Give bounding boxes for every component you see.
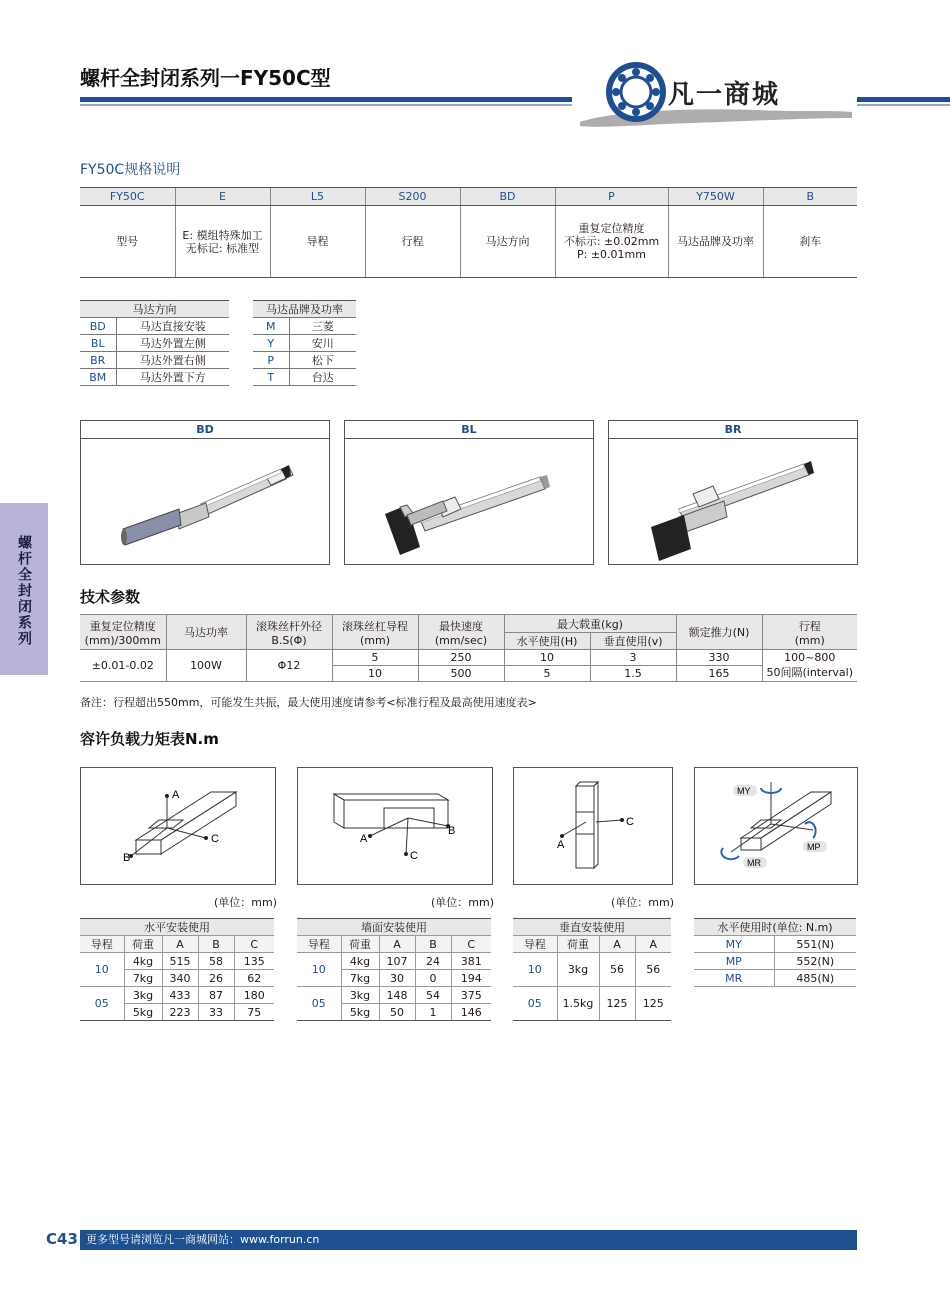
- panel-br: [608, 420, 858, 565]
- motor-brand-name: 三菱: [289, 318, 356, 335]
- spec-code: E: [175, 188, 270, 206]
- tech-speed: 250: [418, 650, 504, 666]
- spec-desc-row: [80, 206, 857, 278]
- tech-header-speed: 最快速度 (mm/sec): [418, 615, 504, 650]
- load-cell: 4kg: [124, 953, 162, 970]
- motor-dir-code: BM: [80, 369, 116, 386]
- spec-code-row: [80, 188, 857, 206]
- tech-speed: 500: [418, 666, 504, 682]
- motor-brand-title: 马达品牌及功率: [253, 301, 356, 318]
- page-number: C43: [46, 1230, 78, 1248]
- moment-value: 551(N): [774, 936, 856, 953]
- label-a: A: [557, 839, 565, 851]
- lead-cell: 05: [513, 987, 557, 1021]
- tech-heading: 技术参数: [80, 588, 141, 606]
- load-cell: 5kg: [124, 1004, 162, 1021]
- tech-header-lead: 滚珠丝杠导程 (mm): [332, 615, 418, 650]
- col-header: 荷重: [557, 936, 599, 953]
- moment-name: MP: [694, 953, 774, 970]
- tech-lead: 10: [332, 666, 418, 682]
- spec-code: Y750W: [668, 188, 763, 206]
- brand-logo: [576, 60, 856, 130]
- label-b: B: [123, 852, 131, 864]
- load-cell: 3kg: [124, 987, 162, 1004]
- diagram-moments: [694, 767, 858, 885]
- value-cell: 125: [635, 987, 671, 1021]
- tech-precision: ±0.01-0.02: [80, 650, 166, 682]
- page-title: 螺杆全封闭系列一FY50C型: [80, 66, 331, 90]
- horizontal-use-table: [694, 918, 856, 987]
- label-c: C: [626, 816, 634, 828]
- value-cell: 433: [162, 987, 198, 1004]
- actuator-bl-illustration: [345, 439, 593, 564]
- header-rule-left-thin: [80, 104, 572, 106]
- lead-cell: 05: [297, 987, 341, 1021]
- motor-dir-code: BD: [80, 318, 116, 335]
- lead-cell: 10: [80, 953, 124, 987]
- tech-header-load-h: 水平使用(H): [504, 633, 590, 650]
- load-cell: 5kg: [341, 1004, 379, 1021]
- tech-header-precision: 重复定位精度 (mm)/300mm: [80, 615, 166, 650]
- label-a: A: [360, 833, 368, 845]
- tech-load-v: 1.5: [590, 666, 676, 682]
- motor-brand-code: M: [253, 318, 289, 335]
- panel-bd: [80, 420, 330, 565]
- col-header: A: [635, 936, 671, 953]
- lead-cell: 10: [297, 953, 341, 987]
- diagram-horizontal: [80, 767, 276, 885]
- value-cell: 33: [198, 1004, 234, 1021]
- side-tab-label: 螺杆全封闭系列: [16, 535, 32, 647]
- tech-power: 100W: [166, 650, 246, 682]
- tech-header-load-v: 垂直使用(v): [590, 633, 676, 650]
- motor-brand-code: P: [253, 352, 289, 369]
- panel-bl: [344, 420, 594, 565]
- motor-dir-code: BR: [80, 352, 116, 369]
- motor-dir-desc: 马达直接安装: [116, 318, 229, 335]
- col-header: 导程: [513, 936, 557, 953]
- label-a: A: [172, 789, 180, 801]
- tech-stroke: 100~800 50间隔(interval): [762, 650, 857, 682]
- load-cell: 7kg: [341, 970, 379, 987]
- value-cell: 515: [162, 953, 198, 970]
- motor-direction-table: [80, 300, 229, 386]
- motor-dir-code: BL: [80, 335, 116, 352]
- spec-desc: 重复定位精度 不标示: ±0.02mm P: ±0.01mm: [555, 206, 668, 278]
- label-c: C: [211, 833, 219, 845]
- side-tab: [0, 503, 48, 675]
- lead-cell: 10: [513, 953, 557, 987]
- value-cell: 58: [198, 953, 234, 970]
- tech-header-diameter: 滚珠丝杆外径 B.S(Φ): [246, 615, 332, 650]
- motor-brand-name: 安川: [289, 335, 356, 352]
- tech-thrust: 330: [676, 650, 762, 666]
- value-cell: 87: [198, 987, 234, 1004]
- value-cell: 223: [162, 1004, 198, 1021]
- value-cell: 62: [234, 970, 274, 987]
- diagram-wall: [297, 767, 493, 885]
- spec-code: FY50C: [80, 188, 175, 206]
- header-rule-left: [80, 97, 572, 102]
- spec-desc: 导程: [270, 206, 365, 278]
- label-my: MY: [737, 786, 751, 796]
- table-title: 水平安装使用: [80, 919, 274, 936]
- label-mp: MP: [807, 842, 821, 852]
- tech-lead: 5: [332, 650, 418, 666]
- motor-dir-desc: 马达外置左侧: [116, 335, 229, 352]
- table-title: 墙面安装使用: [297, 919, 491, 936]
- actuator-br-illustration: [609, 439, 857, 564]
- col-header: A: [162, 936, 198, 953]
- vertical-mount-diagram: [514, 768, 672, 884]
- col-header: B: [198, 936, 234, 953]
- load-cell: 4kg: [341, 953, 379, 970]
- moment-value: 552(N): [774, 953, 856, 970]
- motor-dir-desc: 马达外置下方: [116, 369, 229, 386]
- vertical-mount-table: [513, 918, 671, 1021]
- load-cell: 1.5kg: [557, 987, 599, 1021]
- table-title: 水平使用时(单位: N.m): [694, 919, 856, 936]
- panel-title: BR: [609, 421, 857, 439]
- horizontal-mount-diagram: [81, 768, 275, 884]
- spec-table: [80, 187, 857, 278]
- tech-thrust: 165: [676, 666, 762, 682]
- logo-text: 凡一商城: [668, 80, 781, 110]
- value-cell: 125: [599, 987, 635, 1021]
- spec-code: BD: [460, 188, 555, 206]
- motor-brand-name: 台达: [289, 369, 356, 386]
- label-c: C: [410, 850, 418, 862]
- tech-header-stroke: 行程 (mm): [762, 615, 857, 650]
- tech-diameter: Φ12: [246, 650, 332, 682]
- unit-label: (单位：mm): [611, 896, 675, 909]
- unit-label: (单位：mm): [214, 896, 278, 909]
- value-cell: 24: [415, 953, 451, 970]
- motor-brand-code: Y: [253, 335, 289, 352]
- moment-axes-diagram: [695, 768, 857, 884]
- moment-heading: 容许负载力矩表N.m: [80, 730, 219, 748]
- motor-brand-table: [253, 300, 356, 386]
- value-cell: 56: [599, 953, 635, 987]
- col-header: A: [379, 936, 415, 953]
- motor-dir-desc: 马达外置右侧: [116, 352, 229, 369]
- horizontal-mount-table: [80, 918, 274, 1021]
- actuator-bd-illustration: [81, 439, 329, 564]
- value-cell: 0: [415, 970, 451, 987]
- tech-note: 备注：行程超出550mm，可能发生共振，最大使用速度请参考<标准行程及最高使用速度表>: [80, 696, 537, 709]
- col-header: C: [451, 936, 491, 953]
- spec-code: L5: [270, 188, 365, 206]
- spec-code: P: [555, 188, 668, 206]
- header-rule-right-thin: [857, 104, 950, 106]
- col-header: C: [234, 936, 274, 953]
- value-cell: 180: [234, 987, 274, 1004]
- header-rule-right: [857, 97, 950, 102]
- spec-desc: 马达品牌及功率: [668, 206, 763, 278]
- value-cell: 30: [379, 970, 415, 987]
- value-cell: 54: [415, 987, 451, 1004]
- tech-header-power: 马达功率: [166, 615, 246, 650]
- wall-mount-diagram: [298, 768, 492, 884]
- tech-load-h: 5: [504, 666, 590, 682]
- col-header: 荷重: [124, 936, 162, 953]
- tech-load-v: 3: [590, 650, 676, 666]
- value-cell: 107: [379, 953, 415, 970]
- value-cell: 148: [379, 987, 415, 1004]
- unit-label: (单位：mm): [431, 896, 495, 909]
- value-cell: 1: [415, 1004, 451, 1021]
- moment-name: MY: [694, 936, 774, 953]
- col-header: B: [415, 936, 451, 953]
- col-header: 荷重: [341, 936, 379, 953]
- tech-load-h: 10: [504, 650, 590, 666]
- moment-value: 485(N): [774, 970, 856, 987]
- diagram-vertical: [513, 767, 673, 885]
- spec-code: S200: [365, 188, 460, 206]
- load-cell: 3kg: [557, 953, 599, 987]
- col-header: 导程: [80, 936, 124, 953]
- value-cell: 381: [451, 953, 491, 970]
- motor-brand-code: T: [253, 369, 289, 386]
- value-cell: 56: [635, 953, 671, 987]
- mr-rotation-icon: [721, 848, 739, 859]
- label-mr: MR: [747, 858, 761, 868]
- spec-desc: 行程: [365, 206, 460, 278]
- load-cell: 3kg: [341, 987, 379, 1004]
- load-cell: 7kg: [124, 970, 162, 987]
- footer-text: 更多型号请浏览凡一商城网站：www.forrun.cn: [86, 1233, 320, 1246]
- value-cell: 340: [162, 970, 198, 987]
- value-cell: 26: [198, 970, 234, 987]
- tech-header-thrust: 额定推力(N): [676, 615, 762, 650]
- footer-bar: [80, 1230, 857, 1250]
- motor-brand-name: 松下: [289, 352, 356, 369]
- spec-desc: 型号: [80, 206, 175, 278]
- panel-title: BD: [81, 421, 329, 439]
- motor-direction-title: 马达方向: [80, 301, 229, 318]
- value-cell: 375: [451, 987, 491, 1004]
- label-b: B: [448, 825, 456, 837]
- spec-code: B: [763, 188, 857, 206]
- value-cell: 146: [451, 1004, 491, 1021]
- wall-mount-table: [297, 918, 491, 1021]
- value-cell: 50: [379, 1004, 415, 1021]
- col-header: A: [599, 936, 635, 953]
- spec-desc: 刹车: [763, 206, 857, 278]
- value-cell: 135: [234, 953, 274, 970]
- table-title: 垂直安装使用: [513, 919, 671, 936]
- col-header: 导程: [297, 936, 341, 953]
- spec-desc: 马达方向: [460, 206, 555, 278]
- lead-cell: 05: [80, 987, 124, 1021]
- spec-heading: FY50C规格说明: [80, 162, 181, 178]
- panel-title: BL: [345, 421, 593, 439]
- moment-name: MR: [694, 970, 774, 987]
- value-cell: 194: [451, 970, 491, 987]
- tech-header-load: 最大载重(kg): [504, 615, 676, 633]
- value-cell: 75: [234, 1004, 274, 1021]
- tech-params-table: [80, 614, 857, 682]
- spec-desc: E: 模组特殊加工 无标记: 标准型: [175, 206, 270, 278]
